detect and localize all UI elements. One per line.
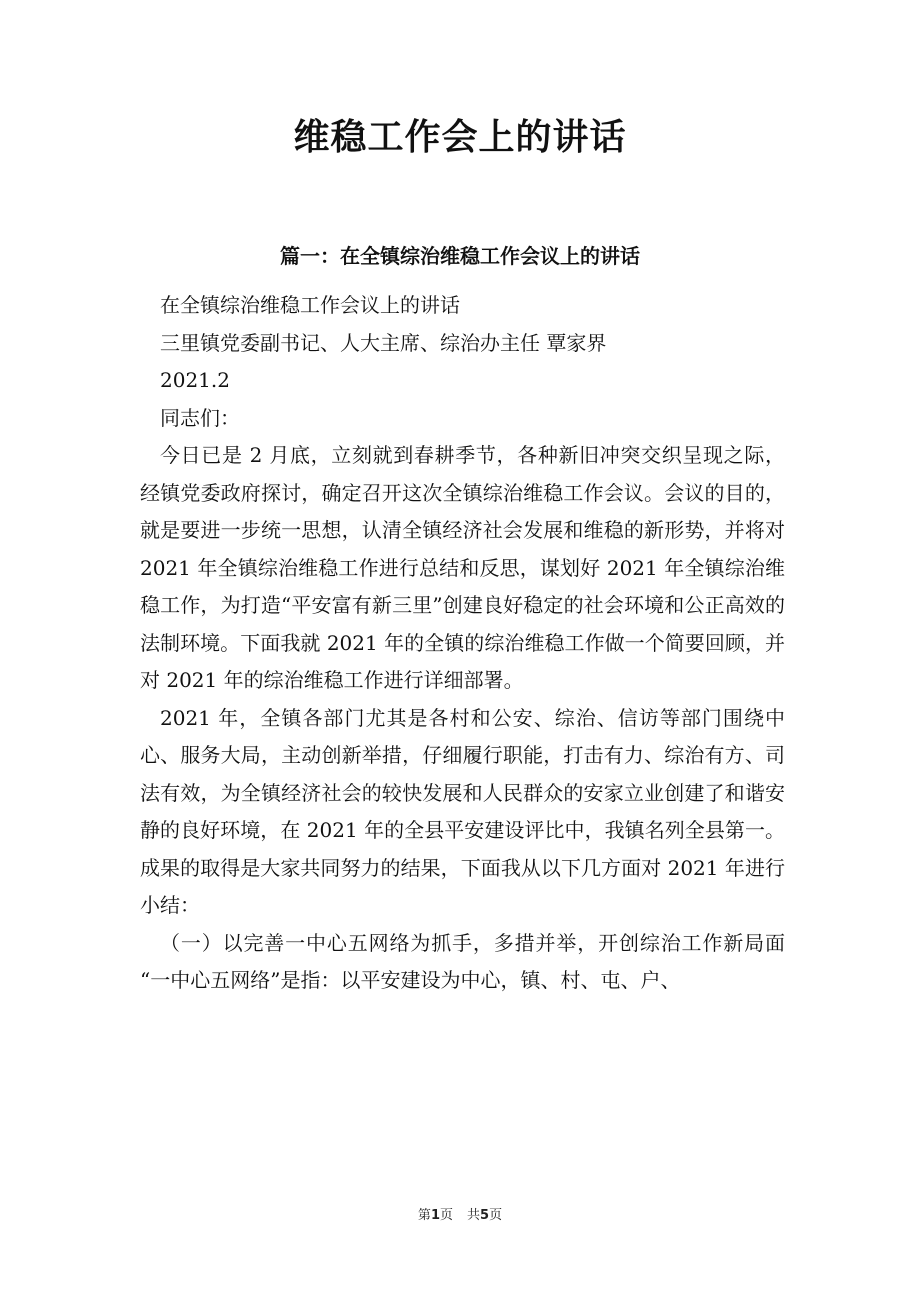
document-body — [140, 287, 785, 1000]
speech-title: 在全镇综治维稳工作会议上的讲话 — [160, 293, 460, 317]
salutation: 同志们： — [160, 405, 240, 430]
body-paragraph: 2021 年，全镇各部门尤其是各村和公安、综治、信访等部门围绕中心、服务大局，主动创新举措，仔细履行职能，打击有力、综治有方、司法有效，为全镇经济社会的较快发展和人民群众的安家立业创建了和谐安静的良好环境，在 2021 年的全县平安建设评比中，我镇名列全县第一。成果的取得是大家共同努力的结果，下面我从以下几方面对 2021 年进行小结： — [140, 705, 785, 917]
body-paragraph: （一）以完善一中心五网络为抓手，多措并举，开创综治工作新局面 “一中心五网络”是指：以平安建设为中心，镇、村、屯、户、 — [140, 930, 785, 992]
page-total: 5 — [480, 1208, 490, 1223]
page-current: 1 — [430, 1208, 440, 1223]
page-prefix: 第 — [417, 1208, 431, 1223]
total-suffix: 页 — [489, 1208, 503, 1223]
body-paragraph: 今日已是 2 月底，立刻就到春耕季节，各种新旧冲突交织呈现之际，经镇党委政府探讨，确定召开这次全镇综治维稳工作会议。会议的目的，就是要进一步统一思想，认清全镇经济社会发展和维稳的新形势，并将对 2021 年全镇综治维稳工作进行总结和反思，谋划好 2021 年全镇综治维稳工作，为打造“平安富有新三里”创建良好稳定的社会环境和公正高效的法制环境。下面我就 2021 年的全镇的综治维稳工作做一个简要回顾，并对 2021 年的综治维稳工作进行详细部署。 — [140, 443, 785, 692]
speaker-line: 三里镇党委副书记、人大主席、综治办主任 覃家界 — [160, 330, 607, 355]
page-footer — [0, 1206, 920, 1226]
section-heading: 篇一：在全镇综治维稳工作会议上的讲话 — [280, 244, 640, 268]
document-title: 维稳工作会上的讲话 — [293, 116, 627, 158]
speech-date: 2021.2 — [160, 368, 230, 392]
page-suffix: 页 — [439, 1208, 453, 1223]
total-prefix: 共 — [467, 1208, 481, 1223]
